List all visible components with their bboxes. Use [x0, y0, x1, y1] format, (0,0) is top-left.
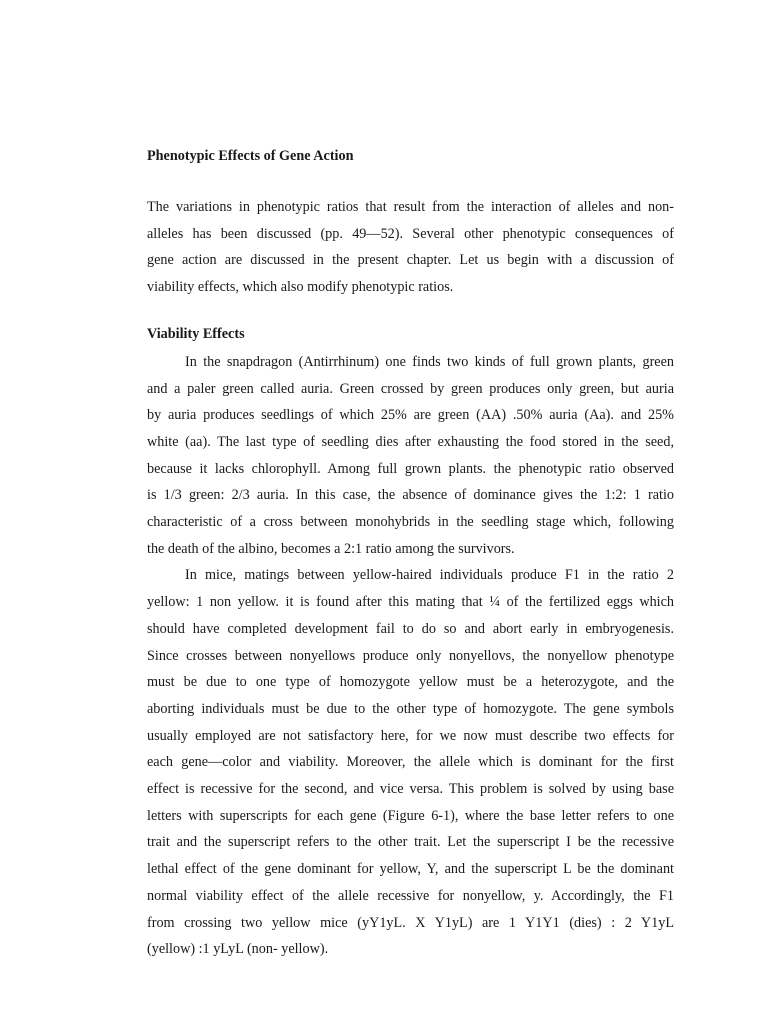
intro-line: The variations in phenotypic ratios that result from the interaction of alleles and non- — [147, 199, 674, 215]
paragraph-line: is 1/3 green: 2/3 auria. In this case, the absence of dominance gives the 1:2: 1 ratio — [147, 487, 674, 504]
intro-line: gene action are discussed in the present chapter. Let us begin with a discussion of — [147, 252, 674, 269]
paragraph-line: (yellow) :1 yLyL (non- yellow). — [147, 941, 329, 958]
paragraph-line: In the snapdragon (Antirrhinum) one finds two kinds of full grown plants, green — [185, 353, 674, 370]
paragraph-line: from crossing two yellow mice (yY1yL. X Y1yL) are 1 Y1Y1 (dies) : 2 Y1yL — [147, 914, 674, 931]
intro-line: alleles has been discussed (pp. 49—52). Several other phenotypic consequences of — [147, 225, 674, 242]
paragraph-line: normal viability effect of the allele recessive for nonyellow, y. Accordingly, the F1 — [147, 887, 674, 904]
paragraph-line: the death of the albino, becomes a 2:1 ratio among the survivors. — [147, 540, 515, 557]
mice-paragraph — [147, 562, 674, 963]
paragraph-line: white (aa). The last type of seedling dies after exhausting the food stored in the seed, — [147, 433, 674, 450]
document-page — [147, 145, 674, 963]
paragraph-line: by auria produces seedlings of which 25% are green (AA) .50% auria (Aa). and 25% — [147, 407, 674, 424]
paragraph-line: aborting individuals must be due to the other type of homozygote. The gene symbols — [147, 700, 674, 717]
paragraph-line: letters with superscripts for each gene (Figure 6-1), where the base letter refers to one — [147, 807, 674, 824]
paragraph-line: yellow: 1 non yellow. it is found after this mating that ¼ of the fertilized eggs which — [147, 594, 674, 611]
paragraph-line: Since crosses between nonyellows produce only nonyellovs, the nonyellow phenotype — [147, 647, 674, 664]
paragraph-line: lethal effect of the gene dominant for yellow, Y, and the superscript L be the dominant — [147, 861, 674, 878]
paragraph-line: usually employed are not satisfactory here, for we now must describe two effects for — [147, 727, 674, 744]
snapdragon-paragraph — [147, 349, 674, 563]
paragraph-line: should have completed development fail to do so and abort early in embryogenesis. — [147, 620, 674, 637]
paragraph-line: because it lacks chlorophyll. Among full grown plants. the phenotypic ratio observed — [147, 460, 674, 477]
paragraph-line: effect is recessive for the second, and vice versa. This problem is solved by using base — [147, 781, 674, 798]
paragraph-line: must be due to one type of homozygote yellow must be a heterozygote, and the — [147, 674, 674, 691]
paragraph-line: trait and the superscript refers to the other trait. Let the superscript I be the recessive — [147, 834, 674, 851]
document-title: Phenotypic Effects of Gene Action — [147, 148, 354, 164]
intro-line: viability effects, which also modify phenotypic ratios. — [147, 279, 454, 296]
section-heading: Viability Effects — [147, 325, 245, 342]
paragraph-line: each gene—color and viability. Moreover, the allele which is dominant for the first — [147, 754, 674, 771]
intro-paragraph — [147, 194, 674, 301]
paragraph-line: characteristic of a cross between monohybrids in the seedling stage which, following — [147, 514, 674, 531]
paragraph-line: and a paler green called auria. Green crossed by green produces only green, but auria — [147, 380, 674, 397]
paragraph-line: In mice, matings between yellow-haired individuals produce F1 in the ratio 2 — [185, 567, 674, 584]
